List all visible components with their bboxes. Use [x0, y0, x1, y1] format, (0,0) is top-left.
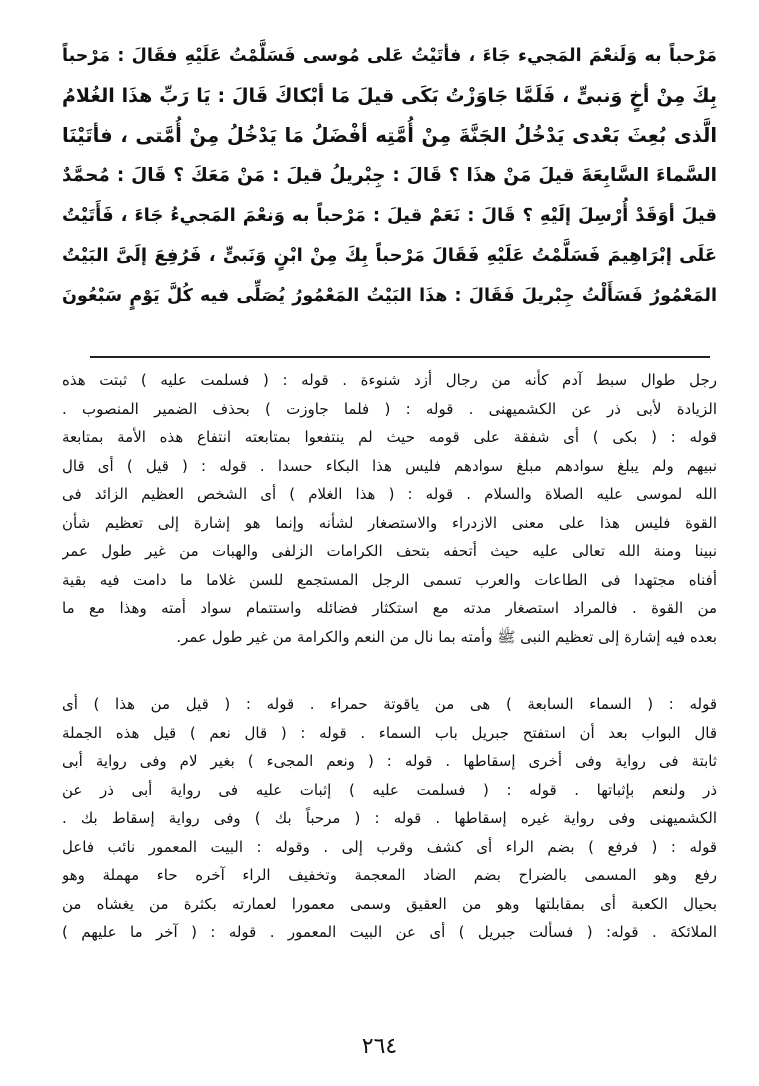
commentary-line: أفناه مجتهدا فى الطاعات والعرب تسمى الرجل المستجمع للسن غلاما ما دامت فيه بقية: [62, 570, 717, 589]
commentary-line: قوله : ( السماء السابعة ) هى من ياقوتة حمراء . قوله : ( قيل من هذا ) أى: [62, 695, 717, 713]
commentary-line: من القوة . فالمراد استصغار مدته مع استكثار فضائله واستتمام سواد أمته وهذا مع ما: [62, 599, 717, 617]
commentary-line: الملائكة . قوله: ( فسألت جبريل ) أى عن البيت المعمور . قوله : ( آخر ما عليهم ): [62, 923, 717, 941]
commentary-line: قوله : ( فرفع ) بضم الراء أى كشف وقرب إلى . وقوله : البيت المعمور نائب فاعل: [62, 837, 717, 856]
hadith-line: عَلَى إبْرَاهِيمَ فَسَلَّمْتُ عَلَيْهِ فَقَالَ مَرْحباً بِكَ مِنْ ابْنٍ وَنَبىٍّ ، فَرُفِعَ إلَىَّ البَيْتُ: [62, 245, 717, 266]
hadith-line: قيلَ أوَقَدْ أُرْسِلَ إلَيْهِ ؟ قَالَ : نَعَمْ قيلَ : مَرْحباً به وَنعْمَ المَجيءُ جَاءَ ، فَأَتَيْتُ: [62, 205, 717, 226]
commentary-line: قوله : ( بكى ) أى شفقة على قومه حيث لم ينتفعوا بمتابعته انتفاع هذه الأمة بمتابعة: [62, 428, 717, 446]
commentary-line: بحيال الكعبة أى بمقابلتها وهو من العقيق وسمى معمورا لعمارته بكثرة من يغشاه من: [62, 894, 717, 913]
hadith-line: المَعْمُورُ فَسَأَلْتُ جِبْريلَ فَقَالَ : هذَا البَيْتُ المَعْمُورُ يُصَلِّى فيه كُلَّ يَوْمٍ سَبْعُونَ: [62, 286, 717, 306]
page-number: ٢٦٤: [361, 1034, 398, 1059]
commentary-line: ذر ولنعم بإثباتها . قوله : ( فسلمت عليه ) إثبات عليه فى رواية أبى ذر عن: [62, 780, 717, 799]
commentary-line: نبيهم ولم يبلغ سوادهم مبلغ سوادهم فليس هذا البكاء حسدا . قوله : ( قيل ) أى قال: [62, 456, 717, 475]
commentary-line: بعده فيه إشارة إلى تعظيم النبى ﷺ وأمته بما نال من النعم والكرامة من غير طول عمر.: [176, 627, 717, 646]
commentary-line: نبينا ومنة الله تعالى عليه حيث أتحفه بتحف الكرامات الزلفى والهبات من غير طول عمر: [62, 542, 717, 560]
commentary-line: ثابتة فى رواية وفى أخرى إسقاطها . قوله : ( ونعم المجىء ) بغير لام وفى رواية أبى: [62, 752, 717, 770]
hadith-line: مَرْحباً به وَلَنعْمَ المَجيء جَاءَ ، فأتَيْتُ عَلى مُوسى فَسَلَّمْتُ عَلَيْهِ فقَالَ : مَرْحباً: [62, 46, 717, 66]
hadith-text: [62, 36, 717, 316]
commentary-line: القوة فليس هذا على معنى الازدراء والاستصغار لشأنه وإنما هو إشارة إلى تعظيم شأن: [62, 513, 717, 532]
commentary-line: الزيادة لأبى ذر عن الكشميهنى . قوله : ( فلما جاوزت ) بحذف الضمير المنصوب .: [62, 399, 717, 418]
commentary-line: الله لموسى عليه الصلاة والسلام . قوله : ( هذا الغلام ) أى الشخص العظيم الزائد فى: [62, 485, 717, 503]
commentary-paragraph-2: [62, 690, 717, 947]
commentary-line: الكشميهنى وفى رواية غيره إسقاطها . قوله : ( مرحباً بك ) وفى رواية إسقاط بك .: [62, 809, 717, 827]
commentary-line: رفع وهو المسمى بالضراح بضم الضاد المعجمة وتخفيف الراء آخره حاء مهملة وهو: [62, 866, 717, 884]
commentary-line: قال البواب بعد أن استفتح جبريل باب السماء . قوله : ( قال نعم ) قيل هذه الجملة: [62, 723, 717, 742]
commentary-line: رجل طوال سبط آدم كأنه من رجال أزد شنوءة . قوله : ( فسلمت عليه ) ثبتت هذه: [62, 371, 717, 389]
commentary-paragraph-1: [62, 366, 717, 651]
hadith-line: بِكَ مِنْ أخٍ وَنبىٍّ ، فَلَمَّا جَاوَزْتُ بَكَى قيلَ مَا أبْكاكَ قَالَ : يَا رَبِّ هذَا الغُلامُ: [62, 85, 717, 107]
separator-rule: [90, 356, 710, 358]
hadith-line: الَّذى بُعِثَ بَعْدى يَدْخُلُ الجَنَّةَ مِنْ أُمَّتِه أفْضَلُ مَا يَدْخُلُ مِنْ أُمَّتى ، فأتَيْنَا: [62, 124, 717, 147]
hadith-line: السَّماءَ السَّابِعَةَ قيلَ مَنْ هذَا ؟ قَالَ : جِبْريلُ قيلَ : مَنْ مَعَكَ ؟ قَالَ : مُحمَّدٌ: [62, 165, 717, 186]
